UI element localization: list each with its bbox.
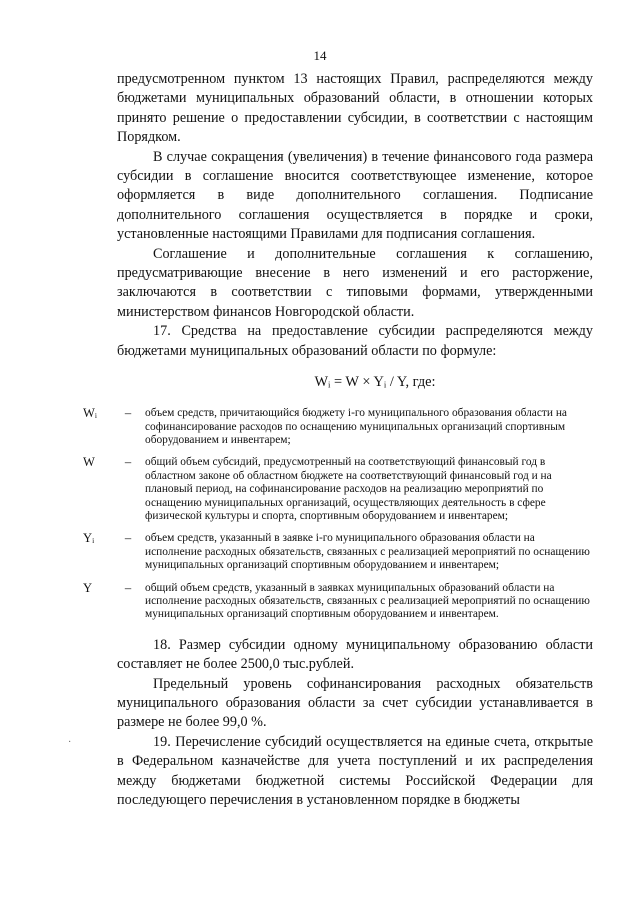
document-body (83, 70, 593, 810)
page-number: 14 (313, 48, 327, 63)
definition-dash: – (124, 580, 132, 595)
definition-text: объем средств, указанный в заявке i-го муниципального образования области на исполнение расходных обязательств, связанных с реализацией мероприятий по оснащению муниципальных организаций спортивным оборудованием и инвентарем; (145, 532, 590, 572)
definition-y (83, 582, 593, 622)
paragraph-17: 17. Средства на предоставление субсидии распределяются между бюджетами муниципальных образований области по формуле: (117, 323, 593, 359)
formula-definitions (83, 407, 593, 622)
paragraph-continuation: предусмотренном пунктом 13 настоящих Правил, распределяются между бюджетами муниципальных образований области, в отношении которых принято решение о предоставлении субсидии, в соответствии с настоящим Порядком. (117, 71, 593, 146)
margin-mark: · (68, 737, 72, 748)
paragraph-cofinancing: Предельный уровень софинансирования расходных обязательств муниципального образования области за счет субсидии устанавливается в размере не более 99,0 %. (117, 675, 593, 731)
paragraph-18: 18. Размер субсидии одному муниципальному образованию области составляет не более 2500,0 тыс.рублей. (117, 636, 593, 673)
paragraph-19: 19. Перечисление субсидий осуществляется на единые счета, открытые в Федеральном казначействе для учета поступлений и их распределения между бюджетами бюджетной системы Российской Федерации для последующего перечисления в установленном порядке в бюджеты (117, 733, 593, 809)
definition-text: объем средств, причитающийся бюджету i-го муниципального образования области на софинансирование расходов по оснащению муниципальных организаций спортивным оборудованием и инвентарем; (145, 407, 567, 446)
paragraph-reduction: В случае сокращения (увеличения) в течение финансового года размера субсидии в соглашение вносится соответствующее изменение, которое оформляется в виде дополнительного соглашения. Подписание дополнительного соглашения осуществляется в порядке и сроки, установленные настоящими Правилами для подписания соглашения. (117, 148, 593, 243)
definition-symbol: Y (83, 580, 93, 595)
definition-symbol: Yᵢ (83, 531, 95, 546)
definition-symbol: W (83, 455, 95, 470)
definition-text: общий объем средств, указанный в заявках муниципальных образований области на исполнение расходных обязательств, связанных с реализацией мероприятий по оснащению муниципальных организаций спортивным оборудованием и инвентарем. (145, 581, 590, 621)
definition-dash: – (124, 531, 132, 546)
formula: Wᵢ = W × Yᵢ / Y, где: (314, 374, 436, 391)
definition-wi (83, 407, 593, 447)
paragraph-agreement: Соглашение и дополнительные соглашения к соглашению, предусматривающие внесение в него изменений и его расторжение, заключаются в соответствии с типовыми формами, утвержденными министерством финансов Новгородской области. (117, 245, 593, 320)
definition-w (83, 456, 593, 523)
definition-text: общий объем субсидий, предусмотренный на соответствующий финансовый год в областном законе об областном бюджете на соответствующий финансовый год и на плановый период, на софинансирование расходов на реализацию мероприятий по оснащению муниципальных организаций, осуществляющих деятельность в сфере физической культуры и спорта, спортивным оборудованием и инвентарем; (145, 456, 552, 522)
definition-symbol: Wᵢ (83, 406, 97, 421)
definition-dash: – (124, 455, 132, 470)
definition-yi (83, 532, 593, 572)
definition-dash: – (124, 406, 132, 421)
